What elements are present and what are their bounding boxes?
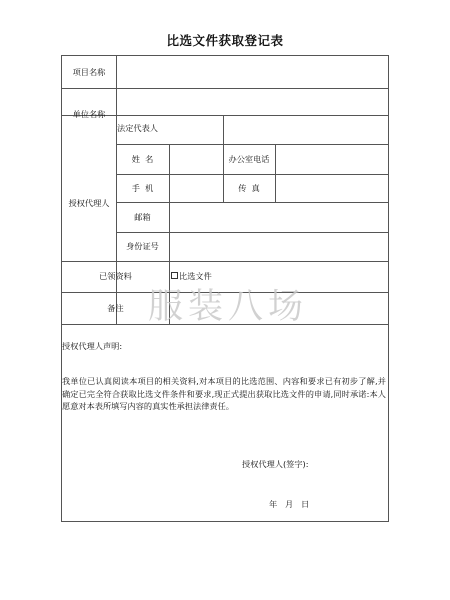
name-label: 姓 名 bbox=[131, 154, 154, 164]
row-divider bbox=[116, 232, 388, 233]
received-docs-label: 已领资料 bbox=[99, 271, 132, 281]
legal-rep-label: 法定代表人 bbox=[117, 123, 158, 133]
checkbox-icon[interactable] bbox=[171, 272, 178, 279]
date-label: 年 月 日 bbox=[269, 499, 310, 509]
form-title: 比选文件获取登记表 bbox=[166, 33, 284, 48]
column-divider bbox=[275, 144, 276, 202]
signature-label: 授权代理人(签字): bbox=[242, 459, 309, 469]
row-divider bbox=[116, 202, 388, 203]
unit-name-label: 单位名称 bbox=[72, 109, 106, 119]
email-label: 邮箱 bbox=[134, 212, 151, 222]
row-divider bbox=[116, 144, 388, 145]
watermark: 服装八场 bbox=[148, 287, 309, 327]
bid-docs-label: 比选文件 bbox=[179, 271, 212, 281]
declaration-heading: 授权代理人声明: bbox=[62, 341, 123, 351]
remarks-label: 备注 bbox=[107, 303, 124, 313]
row-divider bbox=[62, 261, 388, 262]
office-phone-label: 办公室电话 bbox=[228, 154, 270, 164]
project-name-label: 项目名称 bbox=[72, 67, 106, 77]
id-number-label: 身份证号 bbox=[126, 241, 159, 251]
row-divider bbox=[62, 88, 388, 89]
row-divider bbox=[116, 174, 388, 175]
mobile-label: 手 机 bbox=[131, 183, 154, 193]
agent-label: 授权代理人 bbox=[68, 198, 110, 208]
declaration-body: 我单位已认真阅读本项目的相关资料,对本项目的比选范围、内容和要求已有初步了解,并确定已完全符合获取比选文件条件和要求,现正式提出获取比选文件的申请,同时承诺:本人愿意对本表所填写内容的真实性承担法律责任。 bbox=[62, 376, 386, 411]
fax-label: 传 真 bbox=[238, 183, 260, 193]
